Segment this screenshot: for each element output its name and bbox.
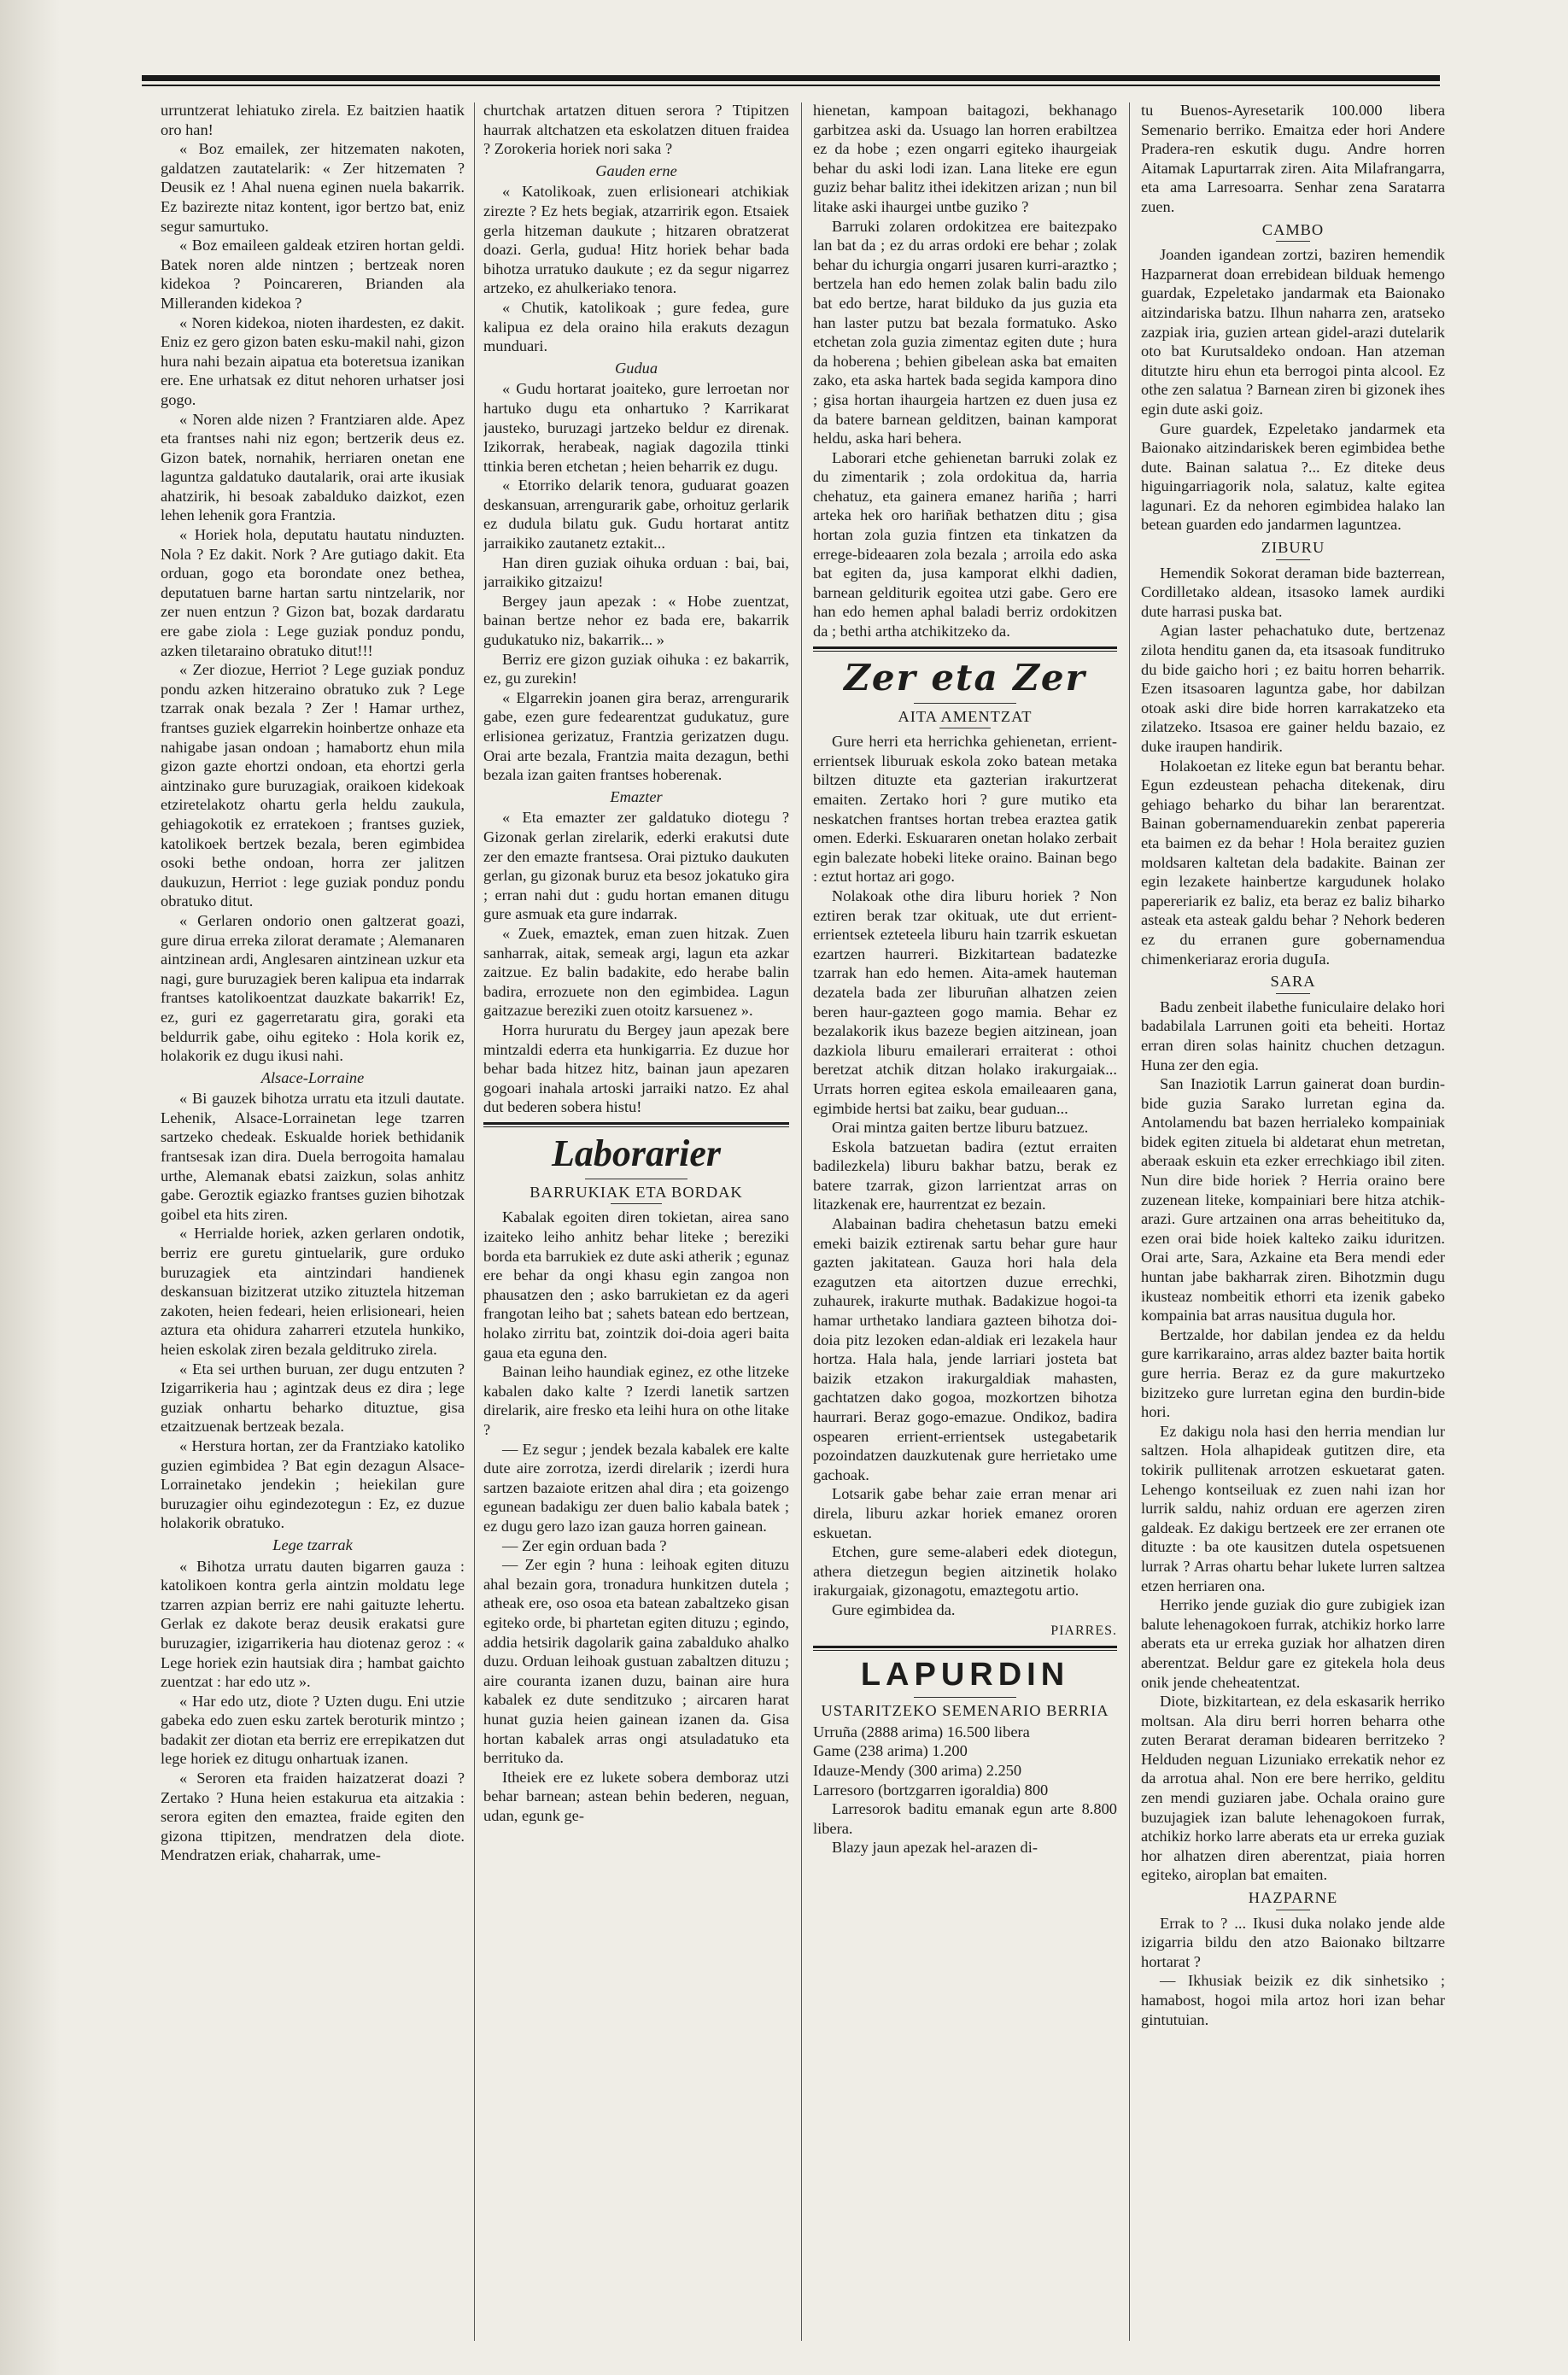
paragraph: Kabalak egoiten diren tokietan, airea sano izaiteko leiho anhitz behar liteke ; bereziki borda eta barrukiek ez dute aski atherik ; egunaz ere behar da ongi khasu egin zangoa non phausatzen den ; asko barrukietan ez da ageri frangotan leiho bat ; sahets batean edo bertzean, holako zirritu bat, zointzik doi-doia ageri baita gaua eta eguna den.	[483, 1208, 789, 1361]
paragraph: — Ez segur ; jendek bezala kabalek ere kalte dute aire zorrotza, izerdi direlarik ; izerdi hura sartzen bazaiote eritzen ahal dira ; eta goizengo egunean badakigu zer duen balio kabala batek ; ez dugu gero lazo izan gauza horren gainean.	[483, 1440, 789, 1535]
page-fold-shadow	[0, 0, 60, 2375]
section-heading-ziburu: ZIBURU	[1261, 539, 1325, 557]
paragraph: Alabainan badira chehetasun batzu emeki emeki baizik eztirenak sartu behar gure haur gazten jakitatean. Gauza hori hala dela ezagutzen eta aitortzen duzue errechki, zuhaurek, irakurte muthak. Badakizue hogoi-ta hamar urthetako landiara gazteen bihotza doi-doia pitz lezoken edan-aldiak eri lezakela haur hortza. Hala hala, jende larriari josteta bat baizik etzakon irakurgaldiak mahasten, gachtatzen dako gogoa, mozkortzen bihotza haurrari. Beraz gogo-emazue. Ondikoz, badira ospearen errient-errientsek ustegabetarik pozoindatzen dauzkutenak gure herrietako ume gachoak.	[813, 1215, 1117, 1483]
paragraph: « Har edo utz, diote ? Uzten dugu. Eni utzie gabeka edo zuen esku zartek beroturik mintzo ; badakit zer diotan eta berriz ere errepikatzen dut lege horiek ez ditugu onhartuak izanen.	[161, 1692, 465, 1768]
paragraph: Gure herri eta herrichka gehienetan, errient-errientsek liburuak eskola zoko batean metaka biltzen dituzte eta gazterian irakurtzerat emaiten. Zertako hori ? gure mutiko eta neskatchen frantses hortan trebea eraztea gatik omen. Ederki. Eskuararen onetan holako zerbait egin balezate hobeki liteke oraino. Bainan bego : eztut hortaz ari gogo.	[813, 733, 1117, 886]
paragraph: Barruki zolaren ordokitzea ere baitezpako lan bat da ; ez du arras ordoki ere behar ; zolak behar du ichurgia ongarri jusaren kurri-araztko ; bertzela han edo hemen zolak balin badu zilo bat edo bertze, harat bilduko da jus guzia eta han laster putzu bat bezala formatuko. Asko etchetan zola guzia zimentaz egiten dute ; hura da hoberena ; behien gibelean aska bat emaiten zako, eta aska hartek bada segida kampora dino ; gisa hortan ihaurgeia hartzen ez duen jusa ez da batere barnean gelditzen, bainan kamporat heldu, aska hari behera.	[813, 217, 1117, 448]
paragraph: Eskola batzuetan badira (eztut erraiten badilezkela) liburu bakhar batzu, berak ez batere tzarrak, gizon larrientzat arras on litazkenak ere, haurrentzat ez bezain.	[813, 1138, 1117, 1214]
article-heading-aita: AITA AMENTZAT	[898, 707, 1033, 725]
paragraph: Herriko jende guziak dio gure zubigiek izan balute lehenagokoen furrak, atchikiz horko larre aberats eta ur erreka guziak hor alhatzen diren aberentzat. Beldur gare ez gitekela hola deus onik jende cheheatentzat.	[1141, 1596, 1445, 1691]
paragraph: Hemendik Sokorat deraman bide bazterrean, Cordilletako aldean, itsasoko lamek aurdiki dute harrasi puska bat.	[1141, 564, 1445, 620]
paragraph: « Eta emazter zer galdatuko diotegu ? Gizonak gerlan zirelarik, ederki erakutsi dute zer den emazte frantsesa. Orai piztuko daukuten gerlan, gu gizonak buruz eta besoz jokatuko gira ; erran nahi dut : gudu hortan emanen ditugu gure asmuak eta gure indarrak.	[483, 809, 789, 923]
paragraph: Agian laster pehachatuko dute, bertzenaz zilota henditu ganen da, eta itsasoak funditruko du bide gaicho hori ; ez baitu horren beharrik. Ezen itsasoaren laguntza gabe, hor dabilzan otoak aski dire bide horren karrakatzeko eta zilatzeko. Itsasoa ere gainer heldu bazaio, ez duke iraupen handirik.	[1141, 622, 1445, 755]
paragraph: churtchak artatzen dituen serora ? Ttipitzen haurrak altchatzen eta eskolatzen dituen fraidea ? Zorokeria horiek nori saka ?	[483, 102, 789, 158]
paragraph: « Herstura hortan, zer da Frantziako katoliko guzien egimbidea ? Bat egin dezagun Alsace-Lorrainetako jendekin ; heiekilan gure buruzagier oihu egindezotegun : Ez, ez duzue holakorik obratuko.	[161, 1436, 465, 1532]
section-heading-hazparne: HAZPARNE	[1248, 1889, 1338, 1907]
paragraph: Nolakoak othe dira liburu horiek ? Non eztiren berak tzar okituak, ute dut errient-errientsek ezteteela liburu hain tzarrik eskuetan ezartzen haurreri. Bizkitartean badatezke tzarrak han edo hemen. Aita-amek hauteman dezatela bada zer liburuñan alhatzen zeien beren haur-gazteen gogo mamia. Behar ez bezalakorik ikus bazeze begien aitzinean, joan dazkiola liburu emailerari erraiterat : othoi beretzat atchik ditzan holako irakurgaiak... Urrats horren egitea eskola emaileaaren gana, egimbide hertsi bat zaiku, bear guduan...	[813, 886, 1117, 1117]
section-heading-emazter: Emazter	[610, 787, 663, 805]
heading-underline	[611, 1203, 662, 1204]
paragraph: « Chutik, katolikoak ; gure fedea, gure kalipua ez dela oraino hila erakuts dezagun munduari.	[483, 298, 789, 355]
section-heading-alsace: Alsace-Lorraine	[260, 1068, 365, 1086]
paragraph: « Noren alde nizen ? Frantziaren alde. Apez eta frantses nahi niz egon; bertzerik deus ez. Gizon batek, nornahik, herriaren onetan ene laguntza galdatuko dautalarik, orai arte ikusiak ahatzirik, hi besoak zabalduko daizkot, ezen lehen lehenik gora Frantzia.	[161, 410, 465, 524]
column-divider	[801, 102, 802, 2341]
paragraph: « Horiek hola, deputatu hautatu ninduzten. Nola ? Ez dakit. Nork ? Are gutiago dakit. Eta orduan, gogo eta borondate onez bethea, deputatuen barne hartan sartu nintzelarik, nor zer nuen entzun ? Gizon bat, bozak dardaratu ere gabe ziola : Lege guziak ponduz pondu, azken tiletaraino obratuko ditut!!!	[161, 526, 465, 659]
section-rule	[813, 1646, 1117, 1648]
paragraph: « Herrialde horiek, azken gerlaren ondotik, berriz ere guretu gintuelarik, gure orduko buruzagiek eta aintzindari handienek deskansuan bizitzerat utziko zituztela hitzeman zakoten, heien fedeari, heien erlisioneari, heien aztura eta ohidura zaharreri etzutela hunkiko, heien eskolak ziren bezala gelditruko zirela.	[161, 1225, 465, 1358]
title-underline	[914, 703, 1016, 704]
section-title-lapurdin: LAPURDIN	[860, 1657, 1070, 1694]
column-2	[483, 101, 789, 2341]
title-underline	[914, 1697, 1016, 1698]
section-title-laborarier: Laborarier	[552, 1132, 721, 1174]
section-heading-gauden: Gauden erne	[595, 161, 677, 179]
paragraph: Lotsarik gabe behar zaie erran menar ari direla, liburu azkar horiek emanez ororen eskuetan.	[813, 1485, 1117, 1541]
donation-line: Game (238 arima) 1.200	[813, 1742, 968, 1760]
top-rule	[142, 75, 1440, 81]
section-rule	[483, 1122, 789, 1125]
heading-underline	[1276, 559, 1310, 560]
donation-line: Larresoro (bortzgarren igoraldia) 800	[813, 1781, 1049, 1799]
donation-line: Idauze-Mendy (300 arima) 2.250	[813, 1761, 1022, 1779]
paragraph: Blazy jaun apezak hel-arazen di-	[832, 1839, 1038, 1857]
paragraph: « Zer diozue, Herriot ? Lege guziak ponduz pondu azken hitzeraino obratuko zuk ? Lege tzarrak onak bezala ? Zer ! Hamar urthez, frantses guziek elgarrekin hoinbertze onhaze eta nahigabe jasan ondoan ; hamabortz ehun mila gizon gazte ehortzi ondoan, eta ehortzi gerla aintzinako gure buruzagiak, oraikoen kidekoak etziretelakotz ohartu gerla heldu zaukula, gehiagokotik ez erratekoen ; frantses guziek, katolikoek bertzek bezala, beren egimbidea osoki bethe ondoan, horra zer jalitzen daukuzun, Herriot : lege guziak ponduz pondu obratuko ditut.	[161, 661, 465, 910]
paragraph: — Ikhusiak beizik ez dik sinhetsiko ; hamabost, hogoi mila artoz hori izan behar gintutuian.	[1141, 1972, 1445, 2028]
paragraph: « Boz emaileen galdeak etziren hortan geldi. Batek noren alde nintzen ; bertzeak noren kidekoa ? Poincareren, Brianden ala Milleranden kidekoa ?	[161, 237, 465, 312]
paragraph: « Noren kidekoa, nioten ihardesten, ez dakit. Eniz ez gero gizon baten esku-makil nahi, gizon hura nahi bezain aipatua eta boteretsua izanikan ere. Ene urhatsak ez ditut nehoren urhatser josi gogo.	[161, 313, 465, 408]
paragraph: hienetan, kampoan baitagozi, bekhanago garbitzea aski da. Usuago lan horren erabiltzea ez da hobe ; ezen ongarri egiteko ihaurgeiak behar du aski lodi izan. Lana liteke ere egun guziz behar balitz ithei idekitzen arizan ; nun bil litake aski ihaurgei untbe guziko ?	[813, 102, 1117, 215]
paragraph: Orai mintza gaiten bertze liburu batzuez.	[832, 1119, 1089, 1137]
signature: PIARRES.	[1050, 1623, 1117, 1638]
paragraph: Larresorok baditu emanak egun arte 8.800 libera.	[813, 1800, 1117, 1837]
paragraph: Han diren guziak oihuka orduan : bai, bai, jarraikiko gitzaizu!	[483, 553, 789, 591]
paragraph: Diote, bizkitartean, ez dela eskasarik herriko moltsan. Ala diru berri horren beharra othe zuten Berarat deraman bidearen berritzeko ? Helduden neguan Lizuniako errekatik nehor ez da arrotua ahal. Non ere bere herriko, gelditu zen mendi guziaren jabe. Ochala oraino gure buzujagiek izan balute lehenagokoen furrak, atchikiz horko larre aberats eta ur erreka guziak hor alhatzen diren aberentzat, piaia horren egiteko, airoplan bat emaiten.	[1141, 1693, 1445, 1884]
section-heading-cambo: CAMBO	[1261, 220, 1325, 238]
paragraph: « Etorriko delarik tenora, guduarat goazen deskansuan, arrengurarik gabe, orhoituz gerlarik ez dudula bilatu guk. Gudu hortarat antitz jarraikiko zautanetz eztakit...	[483, 477, 789, 553]
paragraph: « Zuek, emaztek, eman zuen hitzak. Zuen sanharrak, aitak, semeak argi, lagun eta azkar zaitzue. Ez balin badakite, edo herabe balin badira, errozuete non den egimbidea. Lagun gaitzazue bereziki zuen otoitz karsuenez ».	[483, 924, 789, 1020]
paragraph: Holakoetan ez liteke egun bat berantu behar. Egun ezdeustean pehacha ditekenak, diru gehiago beharko du bihar lan berarentzat. Bainan gobernamenduarekin zenbat papereria eta baimen ez da behar ! Hola beraitez guzien moldsaren kaltetan dela badakite. Bainan zer egin lezakete hainbertze kargudunek holako papereriarik ez baliz, eta beraz ez baliz biharko asteak eta asteak galdu behar ? Nehork bederen ez du erranen gure gobernamendua chimenkeriaraz eroria duguIa.	[1141, 757, 1445, 968]
paragraph: Bergey jaun apezak : « Hobe zuentzat, bainan bertze nehor ez bada ere, bakarrik gudukatuko niz, bakarrik... »	[483, 592, 789, 649]
paragraph: Ez dakigu nola hasi den herria mendian lur saltzen. Hola alhapideak gutitzen dire, eta tokirik pullitenak arrotzen eskuetarat gaten. Lehengo kontseiluak ez zuen nahi izan hor lurrik saldu, nahiz orduan ere agerzen ziren galdeak. Ez dakigu bertzeek ere zer erranen ote dituzte : ba ote kausitzen dutela ospetsuenen lurrak ? Arras ohartu behar lukete lurren saltzea etzen herriaren ona.	[1141, 1422, 1445, 1594]
section-rule	[813, 646, 1117, 649]
paragraph: Joanden igandean zortzi, baziren hemendik Hazparnerat doan errebidean bilduak hemengo guardak, Ezpeletako jandarmak eta Baionako aitzindariska batzu. Ilhun naharra zen, aratseko zazpiak iria, guzien artean gidel-arazi dutelarik oto bat Kurutsaldeko ondoan. Han atzeman ditutzte hiru ehun eta berrogoi pinta alcool. Ez othe zen salatua ? Barnean ziren bi gizonek ihes egin dute aski goiz.	[1141, 246, 1445, 418]
paragraph: « Gudu hortarat joaiteko, gure lerroetan nor hartuko dugu eta onhartuko ? Karrikarat jausteko, buruzagi jartzeko beldur ez direnak. Izikorrak, herabeak, nagiak dagozila ttinki ttinkia beren etchetan ; heien beharrik ez dugu.	[483, 380, 789, 475]
paragraph: — Zer egin ? huna : leihoak egiten dituzu ahal bezain gora, tronadura hunkitzen dutela ; atheak ere, oso osoa eta batean zabaltzeko gisan egiteko orde, bi phartetan egiten dituzu ; egindo, addia hetsirik dagolarik gaina zabalduko ahalko duzu. Orduan leihoak gustuan zabaltzen dituzu ; aire couranta izanen duzu, bainan aire hura kabalek ez dute senditzuko ; aircaren harat hunat guzia heien gainean izanen da. Gisa hortan kabalek arras ongi atsuladatuko eta berrituko da.	[483, 1556, 789, 1767]
paragraph: Badu zenbeit ilabethe funiculaire delako hori badabilala Larrunen goiti eta beheiti. Hortaz erran diren solas hainitz chuchen detzagun. Huna zer den egia.	[1141, 997, 1445, 1073]
heading-underline	[1276, 241, 1310, 242]
heading-underline	[1276, 993, 1310, 994]
paragraph: Etchen, gure seme-alaberi edek diotegun, athera dietzegun begien aitzinetik holako irakurgaiak, gizonagotu, emaztegotu artio.	[813, 1543, 1117, 1600]
paragraph: « Elgarrekin joanen gira beraz, arrengurarik gabe, ezen gure fedearentzat gudukatuz, gure erlisionea gerizatuz, Frantzia gerizatzen dugu. Orai arte bezala, Frantzia maita dezagun, bethi bezala izan gaiten frantses hoberenak.	[483, 688, 789, 784]
column-4	[1141, 101, 1445, 2341]
paragraph: San Inaziotik Larrun gainerat doan burdin-bide guzia Sarako lurretan egina da. Antolamendu bat bazen herrialeko kompainiak bidek egiten zituela bi aldetarat ehun metretan, aberaak eskuin eta ezker errechkiago ibil ziten. Nun dire bide horiek ? Herria oraino bere zuzenean liteke, kompainiari bere hitza atchik-arazi. Gure artzainen ona arras beheitituko da, ezen orai bide hoiek kalteko zaiku iduritzen. Orai arte, Sara, Azkaine eta Bera mendi eder huntan jabe bakharrak ziren. Bihotzmin dugu ikusteaz nombeitik ethorri eta izenik gabeko kompainia bat arras nausitua dugula hor.	[1141, 1075, 1445, 1325]
paragraph: Gure egimbidea da.	[832, 1600, 956, 1618]
article-heading-ustaritzeko: USTARITZEKO SEMENARIO BERRIA	[821, 1702, 1109, 1720]
paragraph: Errak to ? ... Ikusi duka nolako jende alde izigarria bildu den atzo Baionako biltzarre hortarat ?	[1141, 1914, 1445, 1970]
section-rule-thin	[813, 1650, 1117, 1651]
paragraph: « Bi gauzek bihotza urratu eta itzuli dautate. Lehenik, Alsace-Lorrainetan lege tzarren sartzeko chedeak. Eskualde horiek bethidanik frantsesak izan dira. Duela berrogoita hamalau urthe, Alemanak ebatsi zaizkun, solas anhitz gabe. Geroztik egiazko frantses guzien bihotzak goibel eta hits ziren.	[161, 1090, 465, 1223]
article-heading-barrukiak: BARRUKIAK ETA BORDAK	[529, 1183, 743, 1201]
paragraph: « Gerlaren ondorio onen galtzerat goazi, gure dirua erreka zilorat deramate ; Alemanaren aintzinean ardi, Anglesaren aintzinean uzkur eta nagi, gure buruzagiek beren kalipua eta indarrak frantses katolikoentzat dauzkate bakarrik! Ez, ez, guri ez gagerretaratu gira, goraki eta beldurrik gabe, oihu egiteko : Hola korik ez, holakorik ez dugu ikusi nahi.	[161, 911, 465, 1065]
paragraph: « Boz emailek, zer hitzematen nakoten, galdatzen zautatelarik: « Zer hitzematen ? Deusik ez ! Ahal nuena eginen nuela bakarrik. Ez bazirezte nitaz kontent, igor bertzo bat, eniz segur samurtuko.	[161, 140, 465, 235]
section-title-zer-eta-zer: Zer eta Zer	[844, 656, 1086, 699]
column-divider	[1129, 102, 1130, 2341]
paragraph: « Eta sei urthen buruan, zer dugu entzuten ? Izigarrikeria hau ; agintzak deus ez dira ; lege guziak onhartu beharko dituztue, gisa etzaitzuenak bertzeak bezala.	[161, 1360, 465, 1436]
top-rule-thin	[142, 85, 1440, 86]
column-3	[813, 101, 1117, 2341]
section-heading-lege: Lege tzarrak	[272, 1536, 353, 1553]
paragraph: Laborari etche gehienetan barruki zolak ez du zimentarik ; zola ordokitua da, harria chehatuz, eta gainera emanez hariña ; harri arteka hek oro hariñak bethatzen ditu ; gisa hortan zola guzia fintzen eta tinkatzen da errege-bideaaren zola bezala ; arroila edo aska bat egiten da, jusa kamporat elkhi dadien, barnean gelditurik egoitea utzi gabe. Gero ere han edo hemen aphal baladi berriz ordokitzen da ; bethi artha atchikitzeko da.	[813, 448, 1117, 641]
paragraph: Bertzalde, hor dabilan jendea ez da heldu gure karrikaraino, arras aldez bazter baita hortik gure herria. Beraz ez da gure makurtzeko bizitzeko gure lurretan egina den burdin-bide hori.	[1141, 1325, 1445, 1421]
column-1	[161, 101, 465, 2341]
paragraph: urruntzerat lehiatuko zirela. Ez baitzien haatik oro han!	[161, 102, 465, 138]
paragraph: « Bihotza urratu dauten bigarren gauza : katolikoen kontra gerla aintzin moldatu lege tzarren azpian berriz ere nahi gaituzte lehertu. Gerlak ez dakote beraz deusik erakatsi gure buruzagier, izigarrikeria hau diotenaz geroz : « Lege horiek ezin hautsiak dira ; hambat gaichto zuentzat : har edo utz ».	[161, 1557, 465, 1691]
column-divider	[474, 102, 475, 2341]
section-rule-thin	[813, 651, 1117, 652]
section-heading-sara: SARA	[1270, 973, 1316, 991]
paragraph: « Katolikoak, zuen erlisioneari atchikiak zirezte ? Ez hets begiak, atzarririk egon. Etsaiek gerla hitzeman daukute ; hitzaren obratzerat doazi. Gerla, gudua! Hitz horiek behar bada bihotza urratuko daukute ; ez da segur nigarrez artzeko, ez ahulkeriako tenora.	[483, 183, 789, 297]
paragraph: Berriz ere gizon guziak oihuka : ez bakarrik, ez, gu zurekin!	[483, 650, 789, 687]
donation-line: Urruña (2888 arima) 16.500 libera	[813, 1723, 1030, 1740]
paragraph: Itheiek ere ez lukete sobera demboraz utzi behar barnean; astean behin bederen, neguan, udan, egunk ge-	[483, 1768, 789, 1824]
paragraph: Gure guardek, Ezpeletako jandarmek eta Baionako aitzindariskek beren egimbidea bethe dute. Bainan salatua ?... Ez diteke deus higuingarriagorik nola, salatuz, kalte egitea lagunari. Ez da nehoren egimbidea halako lan betean guarden edo jandarmen laguntzea.	[1141, 419, 1445, 534]
section-heading-gudua: Gudua	[614, 359, 658, 377]
paragraph: Bainan leiho haundiak eginez, ez othe litzeke kabalen dako kalte ? Izerdi lanetik sartzen direlarik, aire fresko eta leihi hura on othe litake ?	[483, 1363, 789, 1438]
paragraph: — Zer egin orduan bada ?	[502, 1536, 667, 1554]
section-rule-thin	[483, 1126, 789, 1127]
paragraph: tu Buenos-Ayresetarik 100.000 libera Semenario berriko. Emaitza eder hori Andere Pradera-ren eskutik dugu. Andre horren Aitamak Lapurtarrak ziren. Aita Milafrangarra, eta ama Larresoarra. Senhar zena Saratarra zuen.	[1141, 102, 1445, 215]
paragraph: Horra hururatu du Bergey jaun apezak bere mintzaldi ederra eta hunkigarria. Ez duzue hor behar bada hitzez hitz, bainan jaun apezaren gogoari inahala artoski jarraiki natzo. Ez ahal dut bederen sobera histu!	[483, 1021, 789, 1116]
paragraph: « Seroren eta fraiden haizatzerat doazi ? Zertako ? Huna heien estakurua eta aitzakia : serora egiten den emaztea, fraide egiten den gizona ttipitzen, mendratzen dela diote. Mendratzen eriak, chaharrak, ume-	[161, 1770, 465, 1864]
